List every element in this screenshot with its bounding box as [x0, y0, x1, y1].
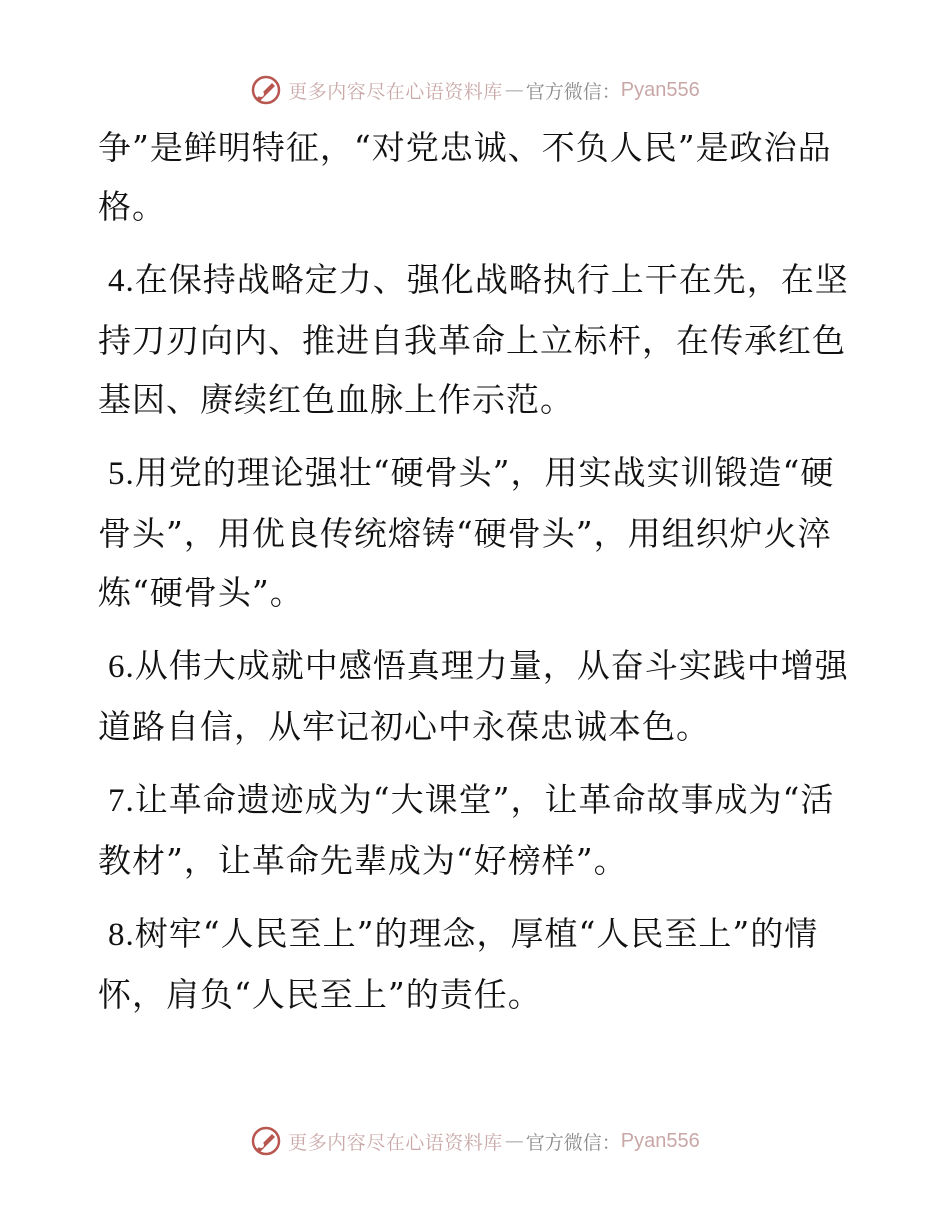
watermark-promo-text: 更多内容尽在心语资料库	[288, 1131, 503, 1154]
watermark-separator: —	[504, 79, 524, 101]
watermark-wechat-handle: Pyan556	[620, 1129, 700, 1152]
watermark-wechat-label: 官方微信：	[525, 80, 621, 103]
item-number: 7.	[108, 783, 135, 819]
brush-logo-icon	[250, 74, 282, 106]
item-text: 用党的理论强壮“硬骨头”，用实战实训锻造“硬骨头”，用优良传统熔铸“硬骨头”，用组织炉火淬炼“硬骨头”。	[98, 453, 835, 612]
item-number: 6.	[108, 649, 135, 685]
header-watermark	[0, 70, 950, 110]
footer-watermark	[0, 1121, 950, 1161]
watermark-separator: —	[504, 1130, 524, 1152]
list-item	[98, 250, 858, 429]
item-text: 树牢“人民至上”的理念，厚植“人民至上”的情怀，肩负“人民至上”的责任。	[98, 914, 819, 1014]
item-text: 从伟大成就中感悟真理力量，从奋斗实践中增强道路自信，从牢记初心中永葆忠诚本色。	[98, 646, 849, 746]
item-number: 4.	[108, 263, 135, 299]
paragraph-continuation	[98, 118, 858, 236]
watermark-wechat-label: 官方微信：	[525, 1131, 621, 1154]
item-number: 5.	[108, 456, 135, 492]
document-body	[98, 118, 858, 1038]
watermark-promo-text: 更多内容尽在心语资料库	[288, 80, 503, 103]
item-number: 8.	[108, 917, 135, 953]
item-text: 在保持战略定力、强化战略执行上干在先，在坚持刀刃向内、推进自我革命上立标杆，在传承红色基因、赓续红色血脉上作示范。	[98, 260, 849, 419]
list-item	[98, 636, 858, 756]
list-item	[98, 904, 858, 1024]
list-item	[98, 770, 858, 890]
watermark-wechat-handle: Pyan556	[620, 78, 700, 101]
brush-logo-icon	[250, 1125, 282, 1157]
paragraph-text: 争”是鲜明特征，“对党忠诚、不负人民”是政治品格。	[98, 128, 832, 226]
item-text: 让革命遗迹成为“大课堂”，让革命故事成为“活教材”，让革命先辈成为“好榜样”。	[98, 780, 835, 880]
list-item	[98, 443, 858, 622]
